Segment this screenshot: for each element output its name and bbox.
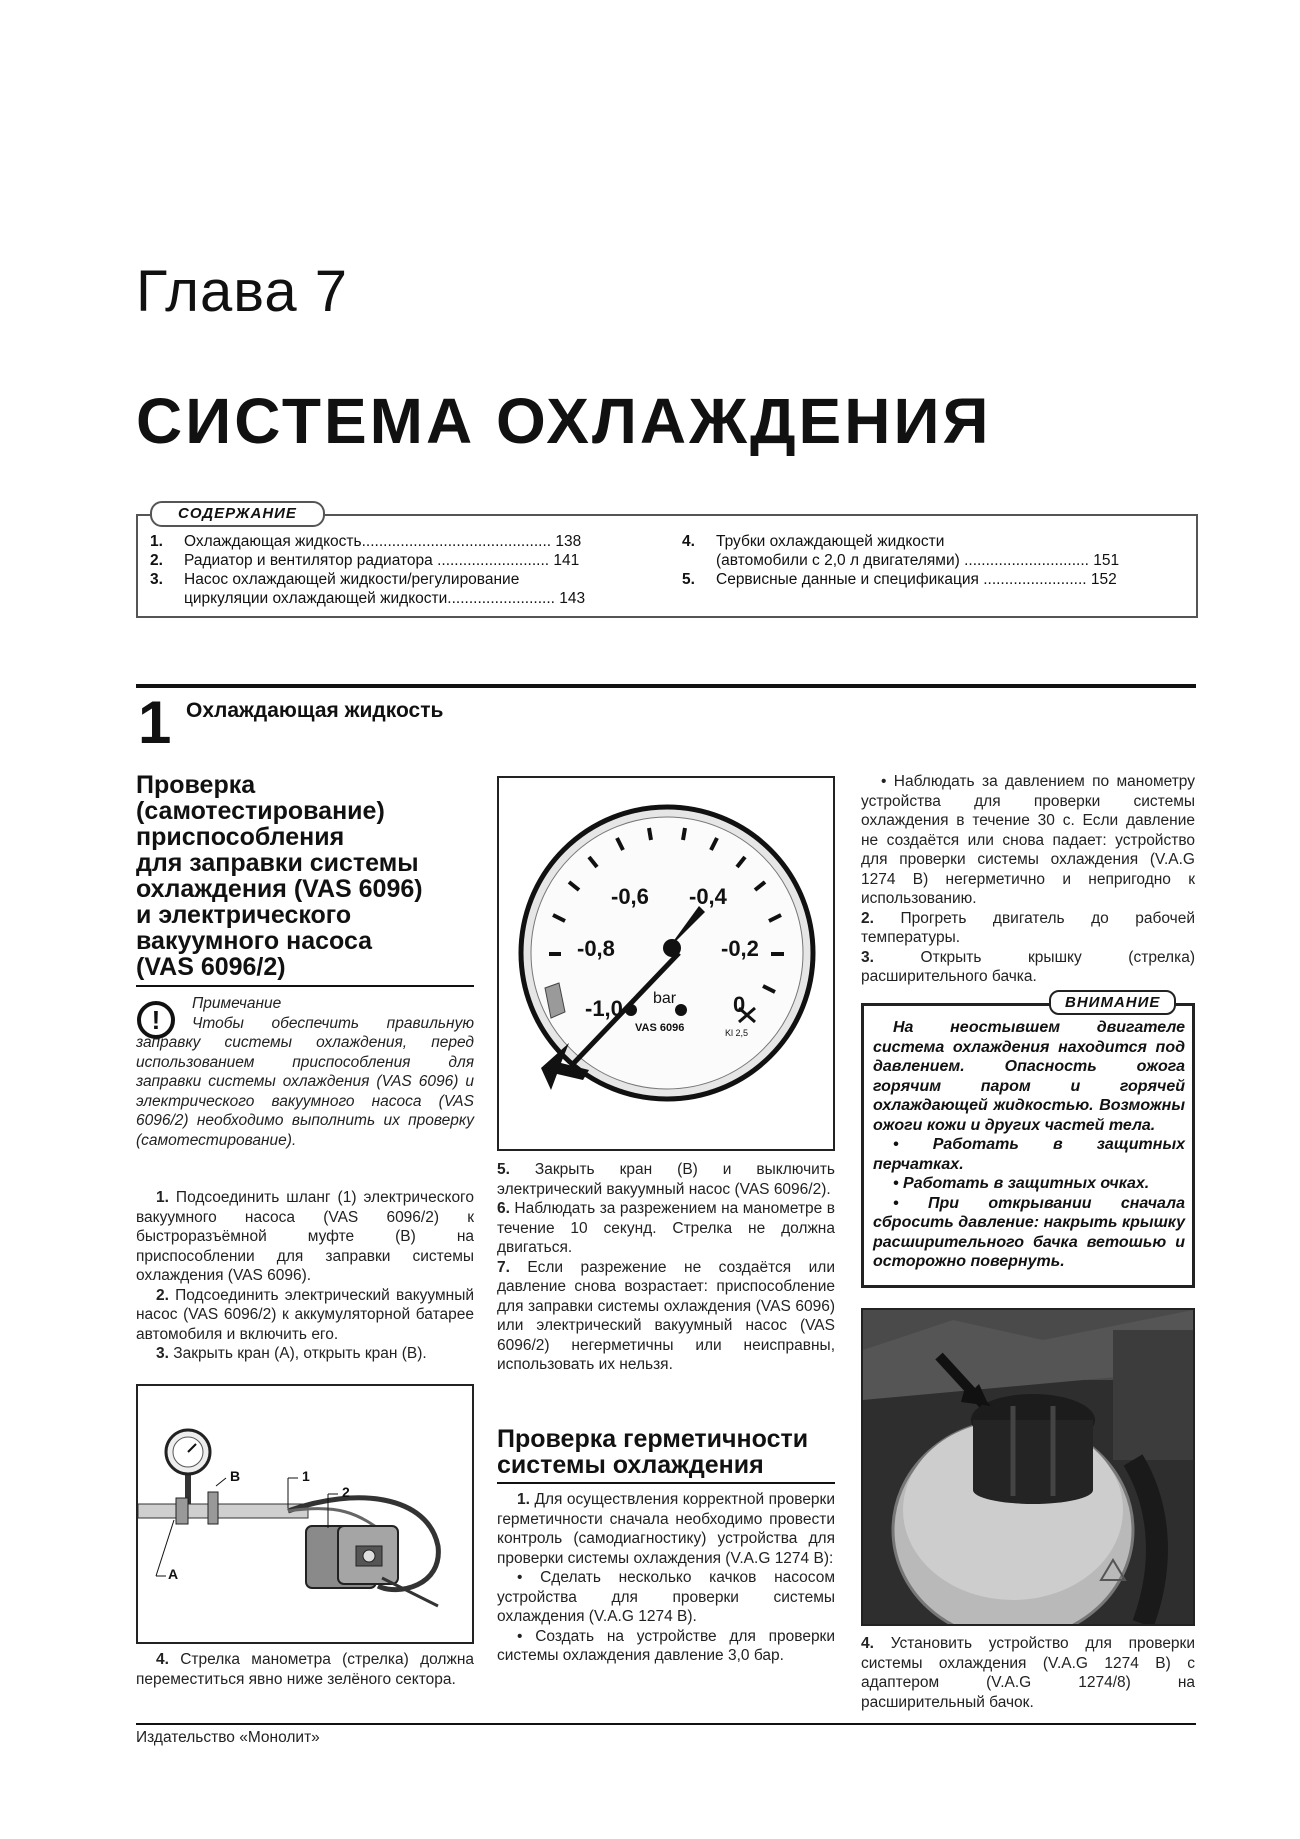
step-text: Закрыть кран (А), открыть кран (В). [173, 1345, 427, 1362]
toc-item[interactable] [150, 589, 660, 608]
step-item [136, 1188, 474, 1286]
step-text: Открыть крышку (стрелка) расширительного бачка. [861, 948, 1195, 985]
step-text: Закрыть кран (В) и выключить электрический вакуумный насос (VAS 6096/2). [497, 1161, 835, 1198]
section-divider [136, 684, 1196, 688]
vacuum-pump-drawing [138, 1386, 472, 1642]
step-item [861, 1634, 1195, 1712]
step-number: 7. [497, 1258, 510, 1276]
toc-item-number: 5. [682, 571, 695, 588]
chapter-title: СИСТЕМА ОХЛАЖДЕНИЯ [136, 385, 992, 457]
gauge-class: Kl 2,5 [725, 1028, 749, 1038]
heading-underline [497, 1482, 835, 1484]
toc-item-text: Сервисные данные и спецификация ........................ 152 [716, 571, 1117, 588]
step-item [497, 1199, 835, 1258]
heading-line: вакуумного насоса [136, 927, 373, 955]
subsection-heading-leak-test [497, 1426, 837, 1478]
label-b: B [230, 1468, 241, 1484]
step-text: Прогреть двигатель до рабочей температуры. [861, 909, 1196, 946]
toc-item[interactable] [150, 551, 660, 570]
step-text: Подсоединить электрический вакуумный насос (VAS 6096/2) к аккумуляторной батарее автомобиля и включить его. [136, 1286, 474, 1343]
toc-item-number: 4. [682, 533, 695, 550]
step-number: 3. [861, 948, 874, 966]
heading-underline [136, 985, 474, 987]
exclamation-icon: ! [137, 1001, 175, 1039]
bullet-mark: • [517, 1569, 523, 1586]
subsection-heading-self-test [136, 772, 476, 980]
step-number: 1. [156, 1189, 169, 1206]
step-number: 5. [497, 1161, 510, 1178]
note-block [136, 994, 474, 1150]
steps-col1 [136, 1188, 474, 1364]
bullet-mark: • [517, 1627, 523, 1645]
expansion-tank-photo [861, 1308, 1195, 1626]
pressure-gauge-icon [499, 778, 833, 1149]
heading-line: (самотестирование) [136, 797, 385, 825]
step-number: 2. [156, 1286, 169, 1304]
step-number: 4. [861, 1635, 874, 1652]
heading-line: охлаждения (VAS 6096) [136, 875, 423, 903]
expansion-tank-drawing [863, 1310, 1193, 1624]
step-text: Сделать несколько качков насосом устройства для проверки системы охлаждения (V.A.G 1274 В). [497, 1569, 835, 1625]
publisher-footer: Издательство «Монолит» [136, 1729, 320, 1746]
warning-bullet: • При открывании сначала сбросить давление: накрыть крышку расширительного бачка ветошью и осторожно повернуть. [873, 1194, 1185, 1270]
footer-divider [136, 1723, 1196, 1725]
heading-line: Проверка герметичности [497, 1425, 809, 1453]
step-text: Для осуществления корректной проверки герметичности сначала необходимо провести контроль (самодиагностику) устройства для проверки системы охлаждения (V.A.G 1274 В): [497, 1491, 835, 1567]
gauge-unit: bar [653, 990, 677, 1007]
warning-main: На неостывшем двигателе система охлаждения находится под давлением. Опасность ожога горячим паром и горячей охлаждающей жидкостью. Возможны ожоги кожи и других частей тела. [873, 1019, 1185, 1134]
vacuum-pump-figure [136, 1384, 474, 1644]
step-number: 4. [156, 1651, 169, 1668]
bullet-item: • Наблюдать за давлением по манометру устройства для проверки системы охлаждения в течение 30 с. Если давление не создаётся или снова падает: устройство для проверки системы охлаждения (V.A.G 1274 В) негерметично и непригодно к использованию. [861, 773, 1196, 907]
step-item [136, 1286, 474, 1345]
toc-item[interactable] [682, 551, 1184, 570]
scale-label: 0 [733, 992, 746, 1017]
step-item [497, 1258, 835, 1375]
chapter-label: Глава 7 [136, 259, 349, 324]
steps-col2 [497, 1160, 835, 1375]
step-text: Установить устройство для проверки системы охлаждения (V.A.G 1274 В) с адаптером (V.A.G 1274/8) на расширительный бачок. [861, 1635, 1195, 1711]
label-one: 1 [302, 1468, 310, 1484]
step4-col3 [861, 1634, 1195, 1712]
label-a: A [168, 1566, 179, 1582]
gauge-model: VAS 6096 [635, 1022, 685, 1034]
toc-item-text: Трубки охлаждающей жидкости [716, 533, 945, 550]
scale-label: -1,0 [585, 996, 623, 1021]
heading-line: системы охлаждения [497, 1451, 764, 1479]
gauge-figure [497, 776, 835, 1151]
toc-item-text: циркуляции охлаждающей жидкости......................... 143 [184, 590, 586, 607]
step-text: Создать на устройстве для проверки системы охлаждения давление 3,0 бар. [497, 1627, 835, 1664]
toc-item-number: 3. [150, 571, 163, 588]
toc-item-number: 2. [150, 552, 163, 569]
bullet-text: Наблюдать за давлением по манометру устройства для проверки системы охлаждения в течение 30 с. Если давление не создаётся или снова падает: устройство для проверки системы охлаждения (V.A.G 1274 В) негерметично и непригодно к использованию. [861, 773, 1196, 907]
bullet-item [497, 1568, 835, 1627]
step4-col1 [136, 1650, 474, 1689]
step-item [136, 1344, 474, 1364]
step-text: Подсоединить шланг (1) электрического вакуумного насоса (VAS 6096/2) к быстроразъёмной муфте (В) на приспособлении для заправки системы охлаждения (VAS 6096). [136, 1189, 474, 1284]
warning-header: ВНИМАНИЕ [1049, 990, 1176, 1015]
scale-label: -0,6 [611, 884, 649, 909]
step-item [497, 1490, 835, 1568]
warning-bullet: • Работать в защитных очках. [893, 1175, 1150, 1192]
toc-item[interactable] [682, 570, 1184, 589]
heading-line: Проверка [136, 771, 256, 799]
step-number: 3. [156, 1345, 169, 1362]
toc-header: СОДЕРЖАНИЕ [150, 501, 325, 527]
warning-bullet-text: Работать в защитных очках. [903, 1175, 1150, 1192]
toc-item-text: Насос охлаждающей жидкости/регулирование [184, 571, 520, 588]
note-label: Примечание [192, 995, 282, 1012]
step-text: Стрелка манометра (стрелка) должна переместиться явно ниже зелёного сектора. [136, 1651, 474, 1688]
toc-item-number [682, 551, 716, 570]
steps2-col2 [497, 1490, 835, 1666]
step-item [136, 1650, 474, 1689]
warning-bullet-text: При открывании сначала сбросить давление: накрыть крышку расширительного бачка ветошью и осторожно повернуть. [873, 1194, 1185, 1270]
toc-item[interactable] [682, 532, 1184, 551]
toc-item-text: Охлаждающая жидкость............................................ 138 [184, 533, 582, 550]
warning-bullet: • Работать в защитных перчатках. [873, 1136, 1186, 1173]
step-item [497, 1160, 835, 1199]
toc-item-number: 1. [150, 533, 163, 550]
step-text: Наблюдать за разрежением на манометре в течение 10 секунд. Стрелка не должна двигаться. [497, 1200, 835, 1256]
section-number: 1 [138, 689, 172, 756]
label-two: 2 [342, 1484, 350, 1500]
scale-label: -0,2 [721, 936, 759, 961]
step-text: Если разрежение не создаётся или давление снова возрастает: приспособление для заправки системы охлаждения (VAS 6096) или электрический вакуумный насос (VAS 6096/2) негерметичны или неисправны, использовать их нельзя. [497, 1258, 835, 1373]
toc-left-column [150, 532, 660, 608]
warning-bullet-text: Работать в защитных перчатках. [873, 1136, 1186, 1173]
col3-intro [861, 772, 1195, 987]
scale-label: -0,8 [577, 936, 615, 961]
step-item [861, 948, 1195, 987]
step-number: 6. [497, 1200, 510, 1217]
heading-line: (VAS 6096/2) [136, 953, 286, 981]
step-number: 1. [517, 1491, 530, 1508]
warning-text [873, 1018, 1185, 1272]
toc-item-text: (автомобили с 2,0 л двигателями) ............................. 151 [716, 552, 1120, 569]
toc-right-column [682, 532, 1184, 589]
bullet-item [497, 1627, 835, 1666]
toc-item-text: Радиатор и вентилятор радиатора .......................... 141 [184, 552, 580, 569]
step-item [861, 909, 1195, 948]
heading-line: приспособления [136, 823, 345, 851]
heading-line: для заправки системы [136, 849, 419, 877]
step-number: 2. [861, 909, 874, 927]
section-title: Охлаждающая жидкость [186, 699, 444, 722]
toc-item[interactable] [150, 532, 660, 551]
note-text: Чтобы обеспечить правильную заправку системы охлаждения, перед использованием приспособления для заправки системы охлаждения (VAS 6096) и электрического вакуумного насоса (VAS 6096/2) необходимо выполнить их проверку (самотестирование). [136, 1014, 474, 1149]
toc-item-number [150, 589, 184, 608]
toc-item[interactable] [150, 570, 660, 589]
heading-line: и электрического [136, 901, 352, 929]
scale-label: -0,4 [689, 884, 727, 909]
